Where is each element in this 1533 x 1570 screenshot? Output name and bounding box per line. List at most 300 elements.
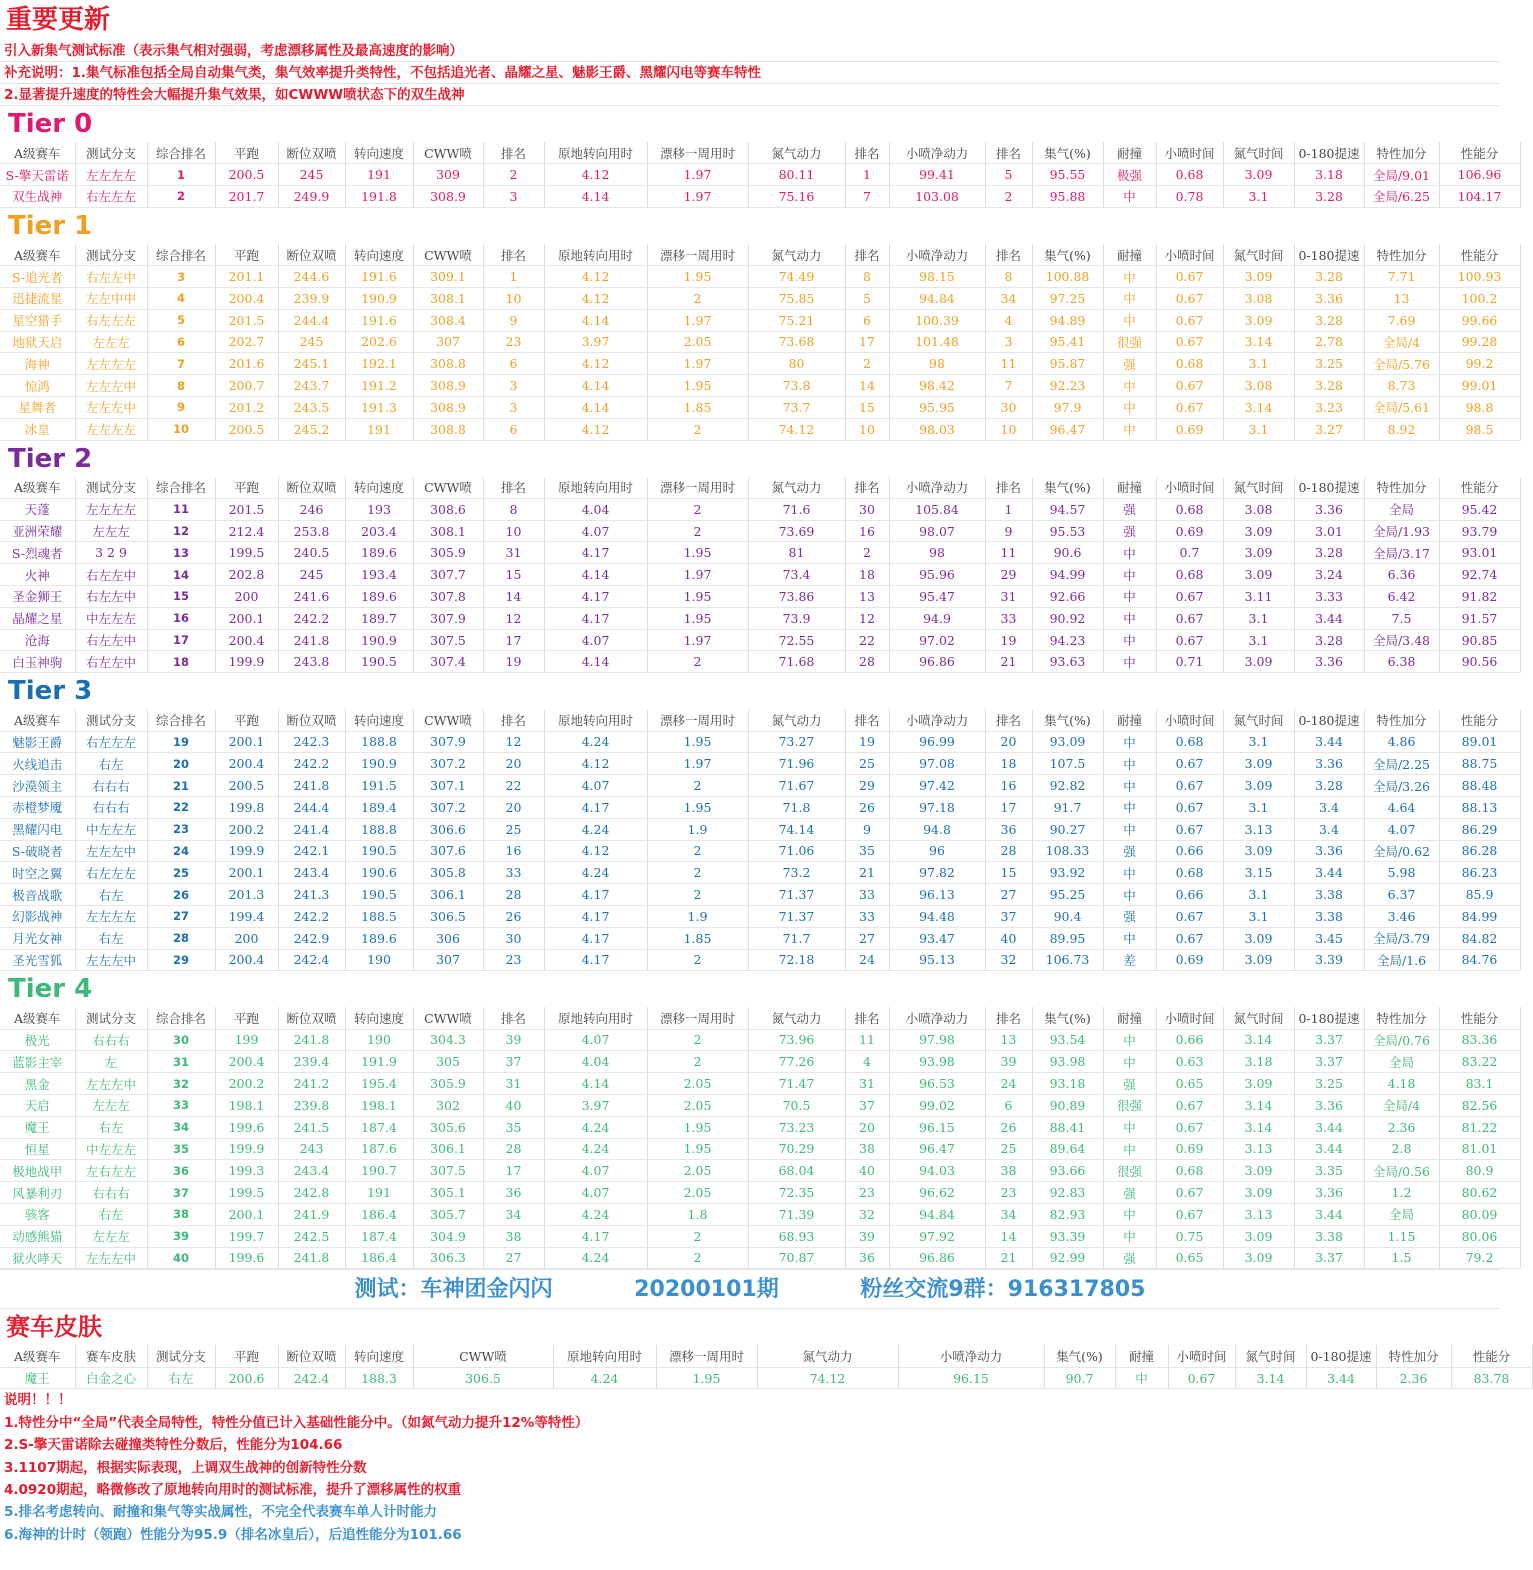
column-header: 测试分支 — [75, 244, 147, 266]
table-cell: 96.86 — [889, 651, 985, 673]
table-cell: 0.67 — [1156, 775, 1223, 797]
table-cell: 82.56 — [1439, 1094, 1520, 1116]
column-header: 原地转向用时 — [553, 1345, 656, 1367]
table-cell: 0.67 — [1156, 607, 1223, 629]
table-cell: 96.47 — [1032, 418, 1103, 440]
table-cell: 189.7 — [345, 607, 413, 629]
table-cell: 249.9 — [278, 186, 345, 208]
table-cell: 1.95 — [647, 731, 748, 753]
table-cell: 右左 — [75, 884, 147, 906]
table-cell: 31 — [483, 542, 544, 564]
table-cell: 白玉神驹 — [0, 651, 75, 673]
table-cell: 13 — [985, 1029, 1032, 1051]
table-cell: 36 — [483, 1182, 544, 1204]
table-cell: 4 — [845, 1051, 889, 1073]
column-header: 氮气时间 — [1223, 709, 1294, 731]
table-cell: 0.67 — [1156, 266, 1223, 288]
table-cell: 13 — [147, 542, 215, 564]
table-cell: 3.14 — [1223, 1116, 1294, 1138]
column-header: 特性加分 — [1364, 244, 1439, 266]
column-header: 性能分 — [1451, 1345, 1532, 1367]
table-cell: 34 — [147, 1116, 215, 1138]
table-cell: 28 — [845, 651, 889, 673]
table-cell: 91.82 — [1439, 586, 1520, 608]
table-cell: 18 — [147, 651, 215, 673]
table-cell: 80.11 — [748, 164, 845, 186]
table-cell: 29 — [985, 564, 1032, 586]
table-cell: 4.14 — [544, 1073, 647, 1095]
table-cell: 6.36 — [1364, 564, 1439, 586]
table-cell: 0.68 — [1156, 1160, 1223, 1182]
table-cell: 71.37 — [748, 905, 845, 927]
table-cell: 左左左左 — [75, 353, 147, 375]
table-cell: 199.7 — [215, 1225, 278, 1247]
table-cell: 中 — [1103, 186, 1156, 208]
table-cell: 92.83 — [1032, 1182, 1103, 1204]
table-cell: 37 — [985, 905, 1032, 927]
table-cell: 22 — [845, 629, 889, 651]
table-cell: 99.41 — [889, 164, 985, 186]
table-cell: 右左左中 — [75, 586, 147, 608]
table-cell: 302 — [413, 1094, 483, 1116]
table-cell: 3.09 — [1223, 1182, 1294, 1204]
table-cell: 71.39 — [748, 1203, 845, 1225]
table-cell: 37 — [483, 1051, 544, 1073]
table-cell: 左左左左 — [75, 418, 147, 440]
table-cell: 6 — [483, 353, 544, 375]
table-cell: 中 — [1103, 309, 1156, 331]
column-header: CWW喷 — [413, 142, 483, 164]
column-header: 排名 — [985, 244, 1032, 266]
table-cell: 94.99 — [1032, 564, 1103, 586]
table-cell: 16 — [483, 840, 544, 862]
table-cell: 2 — [647, 840, 748, 862]
column-header: 耐撞 — [1103, 1007, 1156, 1029]
table-cell: 4.07 — [544, 1029, 647, 1051]
table-cell: 94.84 — [889, 287, 985, 309]
table-cell: 0.67 — [1156, 1182, 1223, 1204]
table-cell: 天启 — [0, 1094, 75, 1116]
table-row — [0, 1051, 1520, 1073]
table-cell: 30 — [845, 498, 889, 520]
table-cell: 3.35 — [1294, 1160, 1364, 1182]
table-cell: 15 — [985, 862, 1032, 884]
table-cell: 右右右 — [75, 1029, 147, 1051]
table-cell: 92.74 — [1439, 564, 1520, 586]
table-cell: 极强 — [1103, 164, 1156, 186]
table-cell: 全局/6.25 — [1364, 186, 1439, 208]
column-header: 氮气时间 — [1223, 244, 1294, 266]
table-row — [0, 840, 1520, 862]
table-cell: 很强 — [1103, 331, 1156, 353]
table-row — [0, 862, 1520, 884]
table-cell: 72.55 — [748, 629, 845, 651]
table-cell: 1.95 — [647, 586, 748, 608]
table-cell: 93.09 — [1032, 731, 1103, 753]
column-header: A级赛车 — [0, 1345, 75, 1367]
table-cell: 3.24 — [1294, 564, 1364, 586]
table-cell: 308.8 — [413, 418, 483, 440]
column-header: 特性加分 — [1364, 142, 1439, 164]
table-cell: 70.29 — [748, 1138, 845, 1160]
table-cell: 33 — [845, 905, 889, 927]
column-header: 赛车皮肤 — [75, 1345, 147, 1367]
table-cell: 191 — [345, 164, 413, 186]
table-cell: 3 — [483, 375, 544, 397]
table-cell: 左左左左 — [75, 905, 147, 927]
column-header: 小喷净动力 — [889, 1007, 985, 1029]
table-cell: 4.07 — [1364, 818, 1439, 840]
table-cell: 96.86 — [889, 1247, 985, 1269]
table-cell: 9 — [845, 818, 889, 840]
table-cell: 2.05 — [647, 1073, 748, 1095]
table-cell: 7.69 — [1364, 309, 1439, 331]
table-cell: 90.7 — [1044, 1367, 1115, 1389]
table-cell: 圣光雪狐 — [0, 949, 75, 971]
table-cell: 1 — [845, 164, 889, 186]
column-header: 小喷净动力 — [889, 477, 985, 499]
table-cell: 96.13 — [889, 884, 985, 906]
table-cell: 33 — [483, 862, 544, 884]
table-cell: 3.09 — [1223, 520, 1294, 542]
table-cell: 246 — [278, 498, 345, 520]
table-cell: 202.8 — [215, 564, 278, 586]
table-cell: 199.9 — [215, 840, 278, 862]
table-cell: 190.6 — [345, 862, 413, 884]
table-cell: 26 — [147, 884, 215, 906]
table-cell: 241.9 — [278, 1203, 345, 1225]
table-cell: 4.07 — [544, 1160, 647, 1182]
table-cell: 4.86 — [1364, 731, 1439, 753]
table-cell: 9 — [483, 309, 544, 331]
table-cell: 192.1 — [345, 353, 413, 375]
column-header: 断位双喷 — [278, 142, 345, 164]
table-cell: 4.17 — [544, 607, 647, 629]
table-cell: 308.1 — [413, 520, 483, 542]
table-cell: 火神 — [0, 564, 75, 586]
table-cell: 31 — [985, 586, 1032, 608]
table-cell: 305.7 — [413, 1203, 483, 1225]
table-row — [0, 651, 1520, 673]
column-header: 耐撞 — [1103, 142, 1156, 164]
table-cell: 白金之心 — [75, 1367, 147, 1389]
table-cell: 70.87 — [748, 1247, 845, 1269]
table-cell: 狱火哮天 — [0, 1247, 75, 1269]
table-cell: 188.3 — [345, 1367, 413, 1389]
table-cell: 306.6 — [413, 818, 483, 840]
table-cell: 3.44 — [1294, 1203, 1364, 1225]
table-cell: 190.9 — [345, 287, 413, 309]
table-cell: 亚洲荣耀 — [0, 520, 75, 542]
column-header: 排名 — [845, 142, 889, 164]
table-cell: 68.93 — [748, 1225, 845, 1247]
column-header: 转向速度 — [345, 709, 413, 731]
table-row — [0, 731, 1520, 753]
table-cell: 239.9 — [278, 287, 345, 309]
table-cell: 3.11 — [1223, 586, 1294, 608]
table-cell: 188.8 — [345, 818, 413, 840]
table-row — [0, 396, 1520, 418]
table-cell: 1.97 — [647, 753, 748, 775]
table-cell: 3.18 — [1223, 1051, 1294, 1073]
table-cell: 201.3 — [215, 884, 278, 906]
table-cell: 全局/3.79 — [1364, 927, 1439, 949]
table-cell: 95.87 — [1032, 353, 1103, 375]
table-cell: 84.76 — [1439, 949, 1520, 971]
table-cell: 27 — [985, 884, 1032, 906]
table-cell: 4.24 — [544, 862, 647, 884]
column-header: 0-180提速 — [1294, 477, 1364, 499]
column-header: 排名 — [845, 244, 889, 266]
table-cell: 96.53 — [889, 1073, 985, 1095]
table-cell: 18 — [845, 564, 889, 586]
table-cell: 左左左中 — [75, 840, 147, 862]
table-cell: 199.6 — [215, 1247, 278, 1269]
table-cell: 全局/1.6 — [1364, 949, 1439, 971]
column-header: 小喷时间 — [1156, 477, 1223, 499]
table-cell: 200.7 — [215, 375, 278, 397]
table-cell: 3.1 — [1223, 731, 1294, 753]
column-header: 0-180提速 — [1294, 1007, 1364, 1029]
column-header: 0-180提速 — [1306, 1345, 1376, 1367]
table-cell: 11 — [845, 1029, 889, 1051]
table-cell: 13 — [845, 586, 889, 608]
table-cell: 4.07 — [544, 629, 647, 651]
table-cell: 22 — [483, 775, 544, 797]
table-cell: 92.99 — [1032, 1247, 1103, 1269]
table-cell: 4.07 — [544, 775, 647, 797]
table-cell: 31 — [483, 1073, 544, 1095]
table-cell: 1.95 — [647, 266, 748, 288]
table-cell: 全局 — [1364, 1051, 1439, 1073]
column-header: 综合排名 — [147, 709, 215, 731]
column-header: 集气(%) — [1032, 142, 1103, 164]
table-cell: 0.67 — [1156, 309, 1223, 331]
table-cell: 199.8 — [215, 796, 278, 818]
table-cell: 242.5 — [278, 1225, 345, 1247]
table-cell: 96.99 — [889, 731, 985, 753]
table-cell: 14 — [147, 564, 215, 586]
table-cell: 73.9 — [748, 607, 845, 629]
table-cell: 21 — [985, 651, 1032, 673]
table-cell: 20 — [845, 1116, 889, 1138]
table-cell: 308.1 — [413, 287, 483, 309]
table-cell: 3.13 — [1223, 1138, 1294, 1160]
table-cell: 海神 — [0, 353, 75, 375]
table-cell: 强 — [1103, 353, 1156, 375]
table-cell: 1.95 — [647, 1138, 748, 1160]
table-cell: 全局/4 — [1364, 1094, 1439, 1116]
table-cell: 0.67 — [1156, 753, 1223, 775]
table-cell: 17 — [985, 796, 1032, 818]
table-cell: 35 — [147, 1138, 215, 1160]
table-cell: 3.1 — [1223, 905, 1294, 927]
table-cell: 245.2 — [278, 418, 345, 440]
table-cell: 3.09 — [1223, 949, 1294, 971]
skin-table — [0, 1345, 1533, 1389]
table-cell: 1.95 — [647, 1116, 748, 1138]
table-cell: 26 — [845, 796, 889, 818]
table-cell: 40 — [483, 1094, 544, 1116]
table-cell: 中 — [1103, 287, 1156, 309]
table-cell: 右右右 — [75, 796, 147, 818]
table-cell: 93.39 — [1032, 1225, 1103, 1247]
table-cell: 3.09 — [1223, 266, 1294, 288]
table-cell: 0.68 — [1156, 353, 1223, 375]
table-cell: 3.37 — [1294, 1029, 1364, 1051]
table-cell: 4.17 — [544, 927, 647, 949]
table-cell: 中 — [1103, 1225, 1156, 1247]
table-cell: 全局 — [1364, 498, 1439, 520]
column-header: 综合排名 — [147, 1007, 215, 1029]
table-cell: 右左左中 — [75, 564, 147, 586]
table-cell: 3.44 — [1294, 1116, 1364, 1138]
table-cell: 91.57 — [1439, 607, 1520, 629]
table-cell: 中 — [1103, 1138, 1156, 1160]
table-cell: 88.41 — [1032, 1116, 1103, 1138]
table-cell: 3.36 — [1294, 498, 1364, 520]
table-cell: 86.28 — [1439, 840, 1520, 862]
table-cell: 2.78 — [1294, 331, 1364, 353]
table-cell: 31 — [147, 1051, 215, 1073]
table-cell: 10 — [985, 418, 1032, 440]
table-cell: 11 — [985, 542, 1032, 564]
table-cell: 34 — [985, 1203, 1032, 1225]
table-header-row — [0, 142, 1520, 164]
table-cell: 3 — [985, 331, 1032, 353]
table-cell: 19 — [985, 629, 1032, 651]
table-cell: 3.33 — [1294, 586, 1364, 608]
table-cell: 3.09 — [1223, 927, 1294, 949]
table-row — [0, 309, 1520, 331]
table-cell: 199.9 — [215, 651, 278, 673]
table-cell: 2 — [647, 498, 748, 520]
table-cell: 2 — [647, 1029, 748, 1051]
table-cell: 0.65 — [1156, 1073, 1223, 1095]
table-cell: 3.45 — [1294, 927, 1364, 949]
table-cell: 83.78 — [1451, 1367, 1532, 1389]
table-cell: 74.12 — [757, 1367, 898, 1389]
table-cell: 3.09 — [1223, 753, 1294, 775]
table-cell: 20 — [985, 731, 1032, 753]
table-cell: 3.28 — [1294, 542, 1364, 564]
table-cell: 88.13 — [1439, 796, 1520, 818]
column-header: 排名 — [985, 1007, 1032, 1029]
table-cell: 77.26 — [748, 1051, 845, 1073]
table-cell: 90.89 — [1032, 1094, 1103, 1116]
column-header: 排名 — [845, 1007, 889, 1029]
table-cell: 242.2 — [278, 607, 345, 629]
table-cell: 极地战甲 — [0, 1160, 75, 1182]
table-cell: 200.2 — [215, 1073, 278, 1095]
table-cell: 23 — [483, 331, 544, 353]
table-cell: 202.7 — [215, 331, 278, 353]
table-cell: 27 — [483, 1247, 544, 1269]
table-cell: 4.17 — [544, 949, 647, 971]
table-cell: 36 — [985, 818, 1032, 840]
table-cell: 30 — [985, 396, 1032, 418]
table-cell: 25 — [147, 862, 215, 884]
table-cell: 3.01 — [1294, 520, 1364, 542]
column-header: 测试分支 — [75, 142, 147, 164]
column-header: 排名 — [483, 477, 544, 499]
table-cell: 16 — [147, 607, 215, 629]
table-cell: 4.24 — [544, 1203, 647, 1225]
table-cell: 101.48 — [889, 331, 985, 353]
column-header: 排名 — [845, 709, 889, 731]
table-row — [0, 629, 1520, 651]
table-cell: 212.4 — [215, 520, 278, 542]
table-row — [0, 375, 1520, 397]
table-cell: 92.82 — [1032, 775, 1103, 797]
table-cell: 307.4 — [413, 651, 483, 673]
table-cell: 4.12 — [544, 753, 647, 775]
table-cell: 0.66 — [1156, 1029, 1223, 1051]
table-cell: 307 — [413, 331, 483, 353]
table-cell: 85.9 — [1439, 884, 1520, 906]
table-row — [0, 520, 1520, 542]
column-header: 测试分支 — [75, 477, 147, 499]
table-cell: 3.36 — [1294, 840, 1364, 862]
table-cell: 全局/5.76 — [1364, 353, 1439, 375]
table-cell: 186.4 — [345, 1203, 413, 1225]
column-header: 平跑 — [215, 477, 278, 499]
table-cell: 74.12 — [748, 418, 845, 440]
table-cell: 强 — [1103, 1247, 1156, 1269]
table-cell: 26 — [985, 1116, 1032, 1138]
column-header: 原地转向用时 — [544, 1007, 647, 1029]
table-row — [0, 607, 1520, 629]
table-cell: 3.09 — [1223, 542, 1294, 564]
table-cell: 14 — [845, 375, 889, 397]
table-cell: 306.1 — [413, 884, 483, 906]
table-cell: 241.3 — [278, 884, 345, 906]
table-cell: 80.62 — [1439, 1182, 1520, 1204]
table-cell: 0.68 — [1156, 164, 1223, 186]
table-cell: 0.67 — [1156, 927, 1223, 949]
table-cell: 307.2 — [413, 796, 483, 818]
table-cell: 惊鸿 — [0, 375, 75, 397]
table-cell: 火线追击 — [0, 753, 75, 775]
table-cell: 189.6 — [345, 542, 413, 564]
table-cell: 8 — [483, 498, 544, 520]
table-cell: 左左中中 — [75, 287, 147, 309]
table-cell: 94.9 — [889, 607, 985, 629]
table-cell: 308.4 — [413, 309, 483, 331]
table-cell: 96.47 — [889, 1138, 985, 1160]
table-cell: 90.6 — [1032, 542, 1103, 564]
page-title: 重要更新 — [6, 5, 111, 35]
column-header: CWW喷 — [413, 244, 483, 266]
table-cell: 全局/3.26 — [1364, 775, 1439, 797]
table-cell: 73.8 — [748, 375, 845, 397]
table-cell: 月光女神 — [0, 927, 75, 949]
table-row — [0, 753, 1520, 775]
table-cell: 3.25 — [1294, 353, 1364, 375]
table-cell: 93.18 — [1032, 1073, 1103, 1095]
table-cell: 7.71 — [1364, 266, 1439, 288]
table-cell: 304.9 — [413, 1225, 483, 1247]
table-cell: 2.8 — [1364, 1138, 1439, 1160]
table-cell: 95.96 — [889, 564, 985, 586]
table-cell: 195.4 — [345, 1073, 413, 1095]
table-cell: 左左左中 — [75, 1073, 147, 1095]
table-cell: 100.93 — [1439, 266, 1520, 288]
table-cell: 190.9 — [345, 753, 413, 775]
table-cell: 191.3 — [345, 396, 413, 418]
table-cell: 97.08 — [889, 753, 985, 775]
table-header-row — [0, 244, 1520, 266]
